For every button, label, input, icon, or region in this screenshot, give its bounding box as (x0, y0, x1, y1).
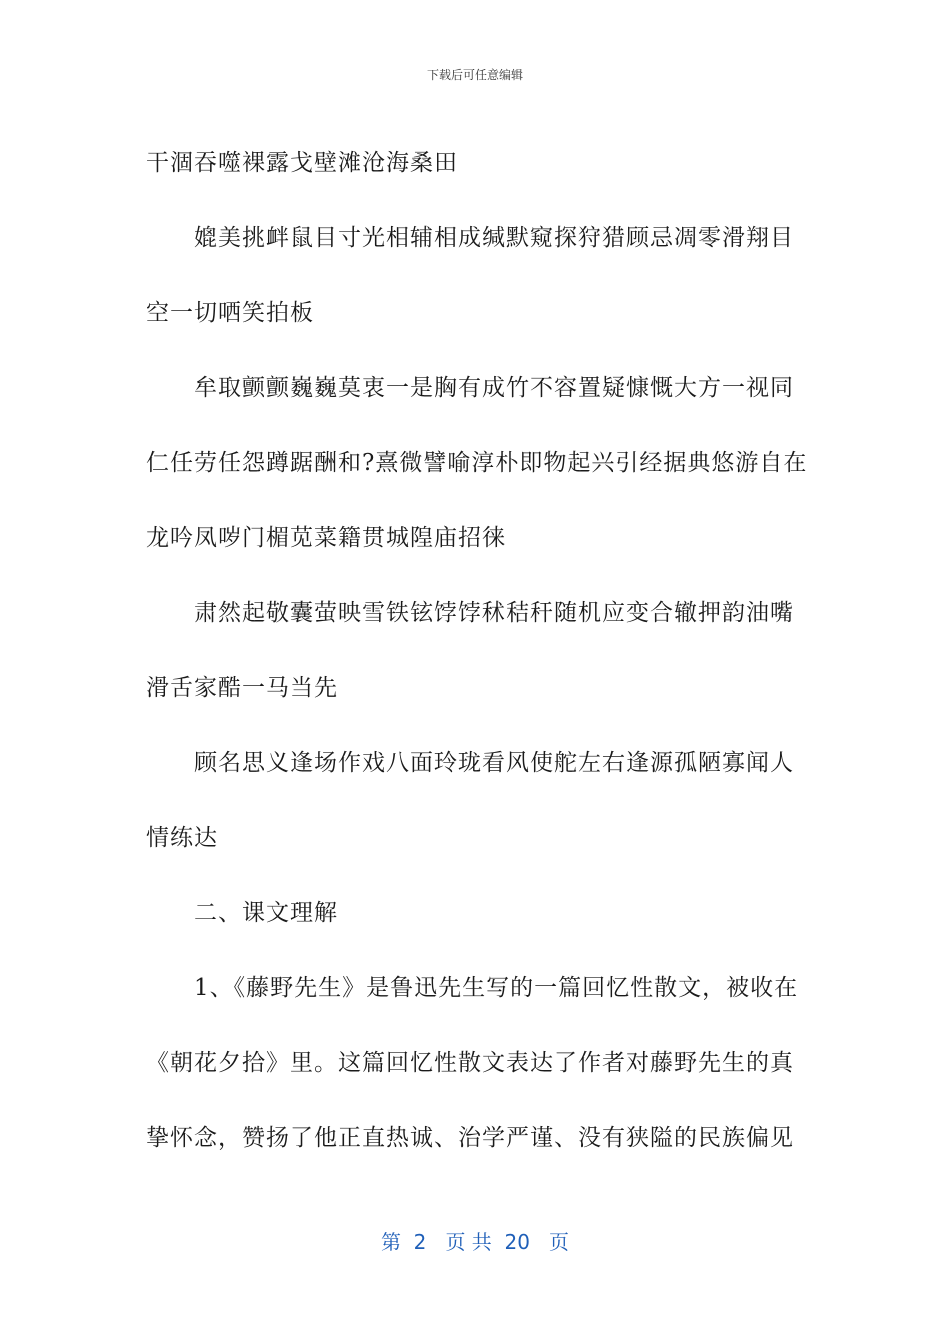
page-number-footer: 第 2 页 共 20 页 (380, 1230, 570, 1254)
text-line: 肃然起敬囊萤映雪铁铉饽饽秫秸秆随机应变合辙押韵油嘴 (194, 600, 794, 626)
text-line: 仁任劳任怨蹲踞酬和?熹微譬喻淳朴即物起兴引经据典悠游自在 (146, 450, 808, 476)
text-line: 1、《藤野先生》是鲁迅先生写的一篇回忆性散文，被收在 (194, 975, 799, 1001)
text-line: 媲美挑衅鼠目寸光相辅相成缄默窥探狩猎顾忌凋零滑翔目 (194, 225, 794, 251)
header-note: 下载后可任意编辑 (426, 68, 523, 82)
text-line: 空一切哂笑拍板 (146, 300, 314, 326)
text-line: 牟取颤颤巍巍莫衷一是胸有成竹不容置疑慷慨大方一视同 (194, 375, 794, 401)
document-body (146, 126, 816, 1176)
text-line: 挚怀念，赞扬了他正直热诚、治学严谨、没有狭隘的民族偏见 (146, 1125, 794, 1151)
text-line: 滑舌家酷一马当先 (146, 675, 338, 701)
section-heading: 二、课文理解 (194, 900, 338, 926)
text-line: 干涸吞噬裸露戈壁滩沧海桑田 (146, 150, 458, 176)
text-line: 《朝花夕拾》里。这篇回忆性散文表达了作者对藤野先生的真 (146, 1050, 794, 1076)
text-line: 情练达 (146, 825, 218, 851)
text-line: 龙吟凤哕门楣苋菜籍贯城隍庙招徕 (146, 525, 506, 551)
text-line: 顾名思义逢场作戏八面玲珑看风使舵左右逢源孤陋寡闻人 (194, 750, 794, 776)
